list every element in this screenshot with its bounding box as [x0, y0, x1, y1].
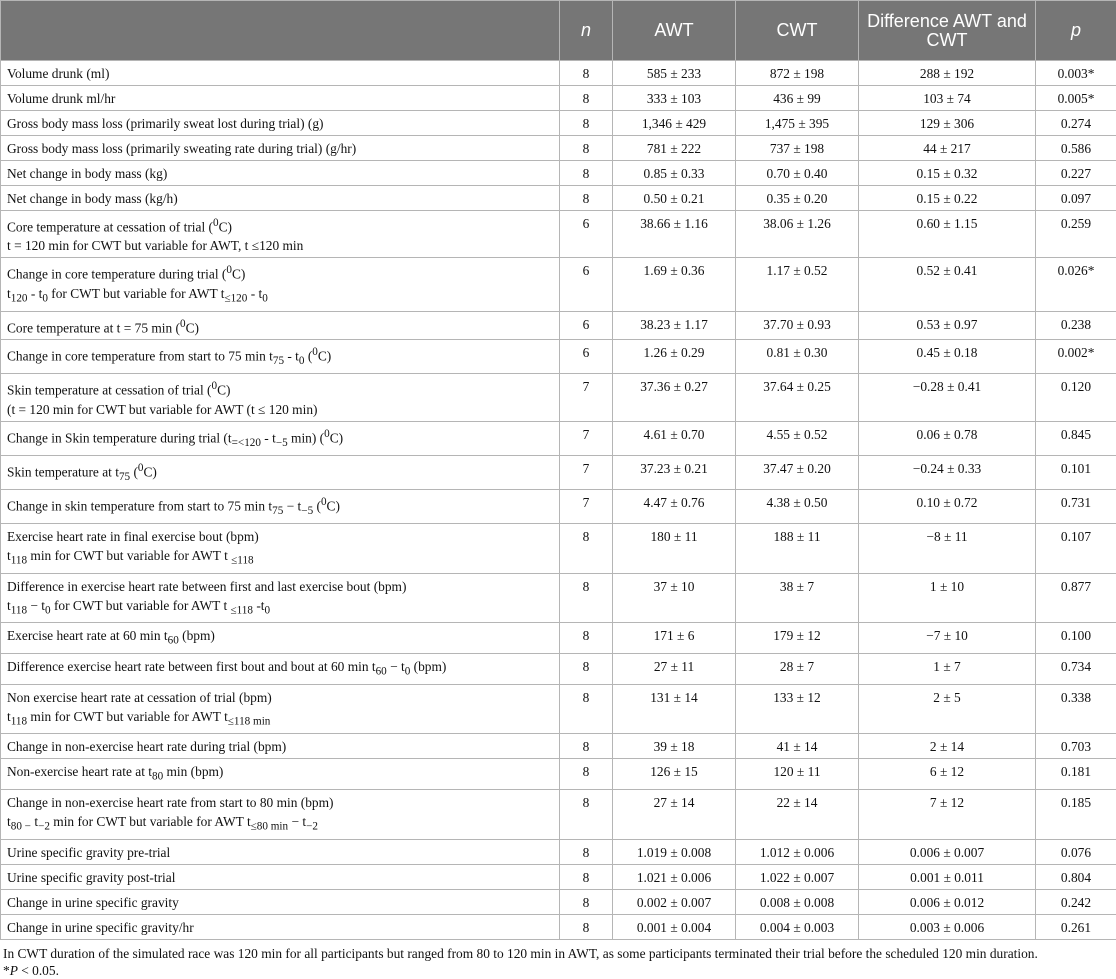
table-row — [1, 455, 1116, 489]
cell-cwt: 1.17 ± 0.52 — [736, 258, 859, 311]
cell-cwt: 0.008 ± 0.008 — [736, 889, 859, 914]
cell-n: 6 — [560, 258, 613, 311]
cell-cwt: 0.004 ± 0.003 — [736, 914, 859, 939]
row-label: Change in urine specific gravity — [1, 889, 560, 914]
cell-p: 0.107 — [1036, 524, 1116, 574]
cell-awt: 171 ± 6 — [613, 623, 736, 654]
cell-difference: 0.006 ± 0.007 — [859, 839, 1036, 864]
cell-awt: 27 ± 14 — [613, 790, 736, 840]
cell-cwt: 38 ± 7 — [736, 573, 859, 623]
cell-p: 0.261 — [1036, 914, 1116, 939]
table-row — [1, 258, 1116, 311]
cell-awt: 38.66 ± 1.16 — [613, 211, 736, 258]
cell-cwt: 0.35 ± 0.20 — [736, 186, 859, 211]
cell-awt: 0.50 ± 0.21 — [613, 186, 736, 211]
row-label: Change in non-exercise heart rate during trial (bpm) — [1, 734, 560, 759]
cell-cwt: 37.64 ± 0.25 — [736, 374, 859, 421]
row-label: Change in urine specific gravity/hr — [1, 914, 560, 939]
cell-p: 0.076 — [1036, 839, 1116, 864]
table-row — [1, 623, 1116, 654]
cell-n: 8 — [560, 111, 613, 136]
cell-awt: 1.26 ± 0.29 — [613, 340, 736, 374]
table-row — [1, 684, 1116, 734]
cell-n: 7 — [560, 489, 613, 523]
cell-difference: 129 ± 306 — [859, 111, 1036, 136]
cell-awt: 4.47 ± 0.76 — [613, 489, 736, 523]
cell-difference: 2 ± 5 — [859, 684, 1036, 734]
table-row — [1, 111, 1116, 136]
cell-awt: 1.019 ± 0.008 — [613, 839, 736, 864]
cell-difference: 0.10 ± 0.72 — [859, 489, 1036, 523]
cell-difference: 0.06 ± 0.78 — [859, 421, 1036, 455]
cell-cwt: 0.81 ± 0.30 — [736, 340, 859, 374]
cell-awt: 0.001 ± 0.004 — [613, 914, 736, 939]
cell-difference: 0.003 ± 0.006 — [859, 914, 1036, 939]
cell-cwt: 436 ± 99 — [736, 86, 859, 111]
table-row — [1, 340, 1116, 374]
cell-n: 8 — [560, 684, 613, 734]
cell-difference: 2 ± 14 — [859, 734, 1036, 759]
cell-awt: 781 ± 222 — [613, 136, 736, 161]
cell-n: 8 — [560, 734, 613, 759]
cell-difference: 103 ± 74 — [859, 86, 1036, 111]
cell-difference: 1 ± 10 — [859, 573, 1036, 623]
cell-difference: 0.60 ± 1.15 — [859, 211, 1036, 258]
cell-p: 0.181 — [1036, 759, 1116, 790]
table-row — [1, 573, 1116, 623]
cell-cwt: 872 ± 198 — [736, 61, 859, 86]
table-row — [1, 61, 1116, 86]
cell-n: 8 — [560, 839, 613, 864]
row-label: Change in core temperature during trial ($^0$C) $t_{120} - t_0$ for CWT but variable for AWT $t_{\le 120} - t_0$ — [1, 258, 560, 311]
cell-p: 0.120 — [1036, 374, 1116, 421]
cell-awt: 39 ± 18 — [613, 734, 736, 759]
cell-difference: −7 ± 10 — [859, 623, 1036, 654]
cell-n: 8 — [560, 623, 613, 654]
cell-cwt: 737 ± 198 — [736, 136, 859, 161]
cell-n: 8 — [560, 914, 613, 939]
table-body — [1, 61, 1116, 940]
row-label: Net change in body mass (kg/h) — [1, 186, 560, 211]
cell-cwt: 188 ± 11 — [736, 524, 859, 574]
cell-difference: 1 ± 7 — [859, 654, 1036, 685]
row-label: Difference exercise heart rate between first bout and bout at 60 $\min t_{60} - t_0$ (bpm) — [1, 654, 560, 685]
cell-n: 8 — [560, 161, 613, 186]
row-label: Change in Skin temperature during trial ($t_{=<120} - t_{-5}$ min) ($^0$C) — [1, 421, 560, 455]
cell-difference: 0.15 ± 0.32 — [859, 161, 1036, 186]
row-label: Gross body mass loss (primarily sweating rate during trial) (g/hr) — [1, 136, 560, 161]
table-row — [1, 421, 1116, 455]
row-label: Non-exercise heart rate at $t_{80}$ min (bpm) — [1, 759, 560, 790]
table-row — [1, 136, 1116, 161]
cell-difference: −0.24 ± 0.33 — [859, 455, 1036, 489]
cell-awt: 180 ± 11 — [613, 524, 736, 574]
row-label: Core temperature at cessation of trial ($^0$C) t = 120 min for CWT but variable for AWT, t ≤120 min — [1, 211, 560, 258]
table-row — [1, 759, 1116, 790]
cell-p: 0.002* — [1036, 340, 1116, 374]
cell-n: 7 — [560, 455, 613, 489]
cell-cwt: 4.55 ± 0.52 — [736, 421, 859, 455]
cell-cwt: 22 ± 14 — [736, 790, 859, 840]
cell-awt: 1.021 ± 0.006 — [613, 864, 736, 889]
cell-difference: 0.53 ± 0.97 — [859, 311, 1036, 339]
cell-n: 8 — [560, 136, 613, 161]
cell-n: 8 — [560, 654, 613, 685]
table-footnotes — [0, 940, 1116, 979]
table-row — [1, 524, 1116, 574]
cell-awt: 0.002 ± 0.007 — [613, 889, 736, 914]
header-awt: AWT — [613, 1, 736, 61]
cell-p: 0.586 — [1036, 136, 1116, 161]
cell-n: 6 — [560, 340, 613, 374]
header-p: p — [1036, 1, 1116, 61]
cell-cwt: 0.70 ± 0.40 — [736, 161, 859, 186]
cell-difference: 7 ± 12 — [859, 790, 1036, 840]
cell-n: 8 — [560, 186, 613, 211]
cell-cwt: 179 ± 12 — [736, 623, 859, 654]
row-label: Difference in exercise heart rate between first and last exercise bout (bpm) $t_{118} - t_0$ for CWT but variable for AWT t $_{\le 118}$ $-t_0$ — [1, 573, 560, 623]
cell-n: 7 — [560, 421, 613, 455]
cell-cwt: 28 ± 7 — [736, 654, 859, 685]
cell-p: 0.259 — [1036, 211, 1116, 258]
cell-awt: 333 ± 103 — [613, 86, 736, 111]
row-label: Change in core temperature from start to 75 $\min t_{75} - t_0$ ($^0$C) — [1, 340, 560, 374]
cell-n: 8 — [560, 86, 613, 111]
row-label: Net change in body mass (kg) — [1, 161, 560, 186]
row-label: Volume drunk ml/hr — [1, 86, 560, 111]
cell-p: 0.274 — [1036, 111, 1116, 136]
cell-difference: 0.006 ± 0.012 — [859, 889, 1036, 914]
cell-difference: 0.45 ± 0.18 — [859, 340, 1036, 374]
cell-difference: 0.15 ± 0.22 — [859, 186, 1036, 211]
cell-awt: 38.23 ± 1.17 — [613, 311, 736, 339]
cell-p: 0.003* — [1036, 61, 1116, 86]
cell-awt: 37.36 ± 0.27 — [613, 374, 736, 421]
cell-p: 0.242 — [1036, 889, 1116, 914]
cell-p: 0.026* — [1036, 258, 1116, 311]
cell-n: 7 — [560, 374, 613, 421]
cell-awt: 1.69 ± 0.36 — [613, 258, 736, 311]
row-label: Skin temperature at $t_{75}$ ($^0$C) — [1, 455, 560, 489]
cell-awt: 37.23 ± 0.21 — [613, 455, 736, 489]
row-label: Urine specific gravity pre-trial — [1, 839, 560, 864]
cell-cwt: 133 ± 12 — [736, 684, 859, 734]
cell-cwt: 37.70 ± 0.93 — [736, 311, 859, 339]
cell-n: 8 — [560, 573, 613, 623]
cell-awt: 131 ± 14 — [613, 684, 736, 734]
table-row — [1, 914, 1116, 939]
cell-p: 0.338 — [1036, 684, 1116, 734]
table-row — [1, 161, 1116, 186]
table-row — [1, 186, 1116, 211]
cell-awt: 4.61 ± 0.70 — [613, 421, 736, 455]
cell-n: 8 — [560, 759, 613, 790]
cell-p: 0.101 — [1036, 455, 1116, 489]
cell-difference: 44 ± 217 — [859, 136, 1036, 161]
cell-p: 0.238 — [1036, 311, 1116, 339]
cell-p: 0.734 — [1036, 654, 1116, 685]
table-row — [1, 889, 1116, 914]
cell-cwt: 4.38 ± 0.50 — [736, 489, 859, 523]
table-row — [1, 489, 1116, 523]
cell-n: 6 — [560, 211, 613, 258]
row-label: Skin temperature at cessation of trial ($^0$C) (t = 120 min for CWT but variable for AWT (t ≤ 120 min) — [1, 374, 560, 421]
header-label — [1, 1, 560, 61]
row-label: Non exercise heart rate at cessation of trial (bpm) $t_{118}$ min for CWT but variable for AWT $t_{\le 118 min}$ — [1, 684, 560, 734]
cell-awt: 126 ± 15 — [613, 759, 736, 790]
footnote-duration: In CWT duration of the simulated race was 120 min for all participants but ranged from 80 to 120 min in AWT, as some participants terminated their trial before the scheduled 120 min duration. — [3, 945, 1112, 962]
table-row — [1, 839, 1116, 864]
row-label: Core temperature at t = 75 min ($^0$C) — [1, 311, 560, 339]
table-row — [1, 864, 1116, 889]
row-label: Volume drunk (ml) — [1, 61, 560, 86]
cell-difference: −8 ± 11 — [859, 524, 1036, 574]
row-label: Change in non-exercise heart rate from start to 80 min (bpm) $t_{80 -}$ $t_{-2}$ min for CWT but variable for AWT $t_{\le 80 min} - t_{-2}$ — [1, 790, 560, 840]
cell-cwt: 41 ± 14 — [736, 734, 859, 759]
cell-difference: 6 ± 12 — [859, 759, 1036, 790]
cell-cwt: 1,475 ± 395 — [736, 111, 859, 136]
row-label: Exercise heart rate in final exercise bout (bpm) $t_{118}$ min for CWT but variable for AWT t $_{\le 118}$ — [1, 524, 560, 574]
cell-p: 0.005* — [1036, 86, 1116, 111]
cell-n: 8 — [560, 889, 613, 914]
cell-p: 0.877 — [1036, 573, 1116, 623]
cell-cwt: 1.012 ± 0.006 — [736, 839, 859, 864]
cell-awt: 585 ± 233 — [613, 61, 736, 86]
cell-cwt: 120 ± 11 — [736, 759, 859, 790]
cell-p: 0.227 — [1036, 161, 1116, 186]
header-n: n — [560, 1, 613, 61]
table-row — [1, 654, 1116, 685]
table-row — [1, 86, 1116, 111]
cell-n: 8 — [560, 61, 613, 86]
cell-cwt: 1.022 ± 0.007 — [736, 864, 859, 889]
cell-difference: −0.28 ± 0.41 — [859, 374, 1036, 421]
table-header — [1, 1, 1116, 61]
cell-cwt: 37.47 ± 0.20 — [736, 455, 859, 489]
cell-awt: 37 ± 10 — [613, 573, 736, 623]
cell-difference: 0.001 ± 0.011 — [859, 864, 1036, 889]
table-row — [1, 790, 1116, 840]
cell-awt: 1,346 ± 429 — [613, 111, 736, 136]
cell-cwt: 38.06 ± 1.26 — [736, 211, 859, 258]
cell-p: 0.804 — [1036, 864, 1116, 889]
cell-n: 8 — [560, 790, 613, 840]
cell-n: 8 — [560, 524, 613, 574]
row-label: Exercise heart rate at 60 $\min t_{60}$ (bpm) — [1, 623, 560, 654]
cell-awt: 27 ± 11 — [613, 654, 736, 685]
row-label: Urine specific gravity post-trial — [1, 864, 560, 889]
cell-p: 0.845 — [1036, 421, 1116, 455]
table-row — [1, 211, 1116, 258]
row-label: Change in skin temperature from start to 75 $\min t_{75} - t_{-5}$ ($^0$C) — [1, 489, 560, 523]
cell-p: 0.185 — [1036, 790, 1116, 840]
cell-p: 0.703 — [1036, 734, 1116, 759]
row-label: Gross body mass loss (primarily sweat lost during trial) (g) — [1, 111, 560, 136]
cell-difference: 288 ± 192 — [859, 61, 1036, 86]
table-row — [1, 374, 1116, 421]
footnote-significance: *P < 0.05. — [3, 962, 1112, 979]
table-row — [1, 734, 1116, 759]
header-difference: Difference AWT and CWT — [859, 1, 1036, 61]
cell-awt: 0.85 ± 0.33 — [613, 161, 736, 186]
cell-n: 6 — [560, 311, 613, 339]
cell-p: 0.097 — [1036, 186, 1116, 211]
cell-p: 0.100 — [1036, 623, 1116, 654]
cell-p: 0.731 — [1036, 489, 1116, 523]
table-row — [1, 311, 1116, 339]
cell-difference: 0.52 ± 0.41 — [859, 258, 1036, 311]
header-cwt: CWT — [736, 1, 859, 61]
cell-n: 8 — [560, 864, 613, 889]
